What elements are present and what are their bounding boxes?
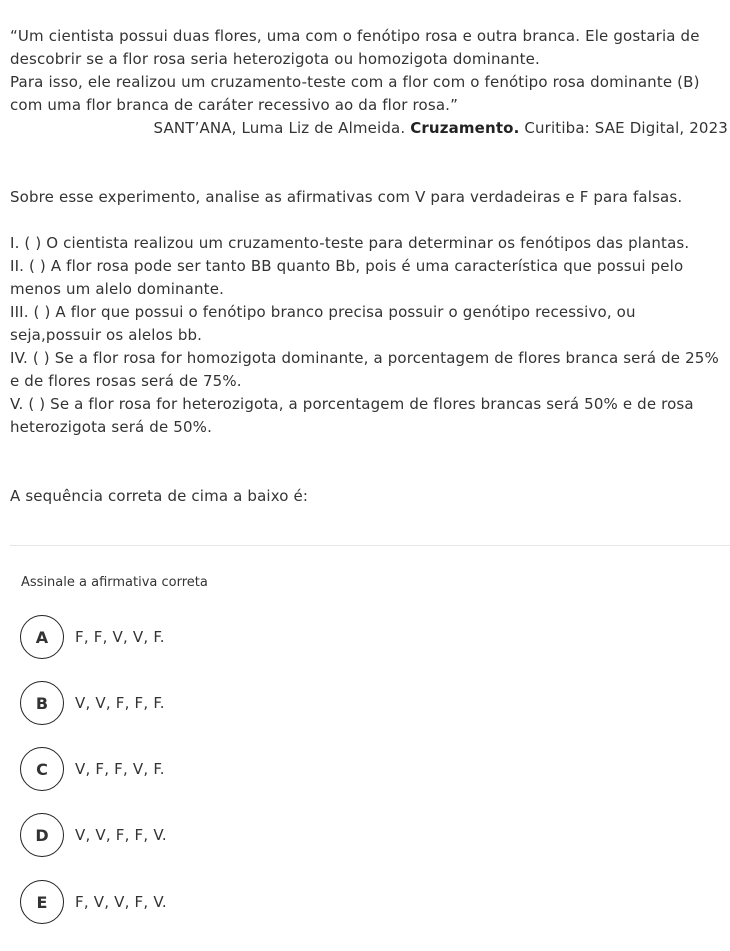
option-d-text[interactable]: V, V, F, F, V. bbox=[75, 826, 167, 844]
question-text bbox=[10, 25, 728, 508]
option-c[interactable] bbox=[20, 747, 165, 791]
option-d[interactable] bbox=[20, 813, 167, 857]
statement-5: V. ( ) Se a flor rosa for heterozigota, a porcentagem de flores brancas será 50% e de rosa heterozigota será de 50%. bbox=[10, 395, 694, 436]
question-paragraph-2: Para isso, ele realizou um cruzamento-teste com a flor com o fenótipo rosa dominante (B) com uma flor branca de caráter recessivo ao da flor rosa.” bbox=[10, 73, 700, 114]
citation-publisher: Curitiba: SAE Digital, 2023 bbox=[519, 119, 728, 137]
option-a-text[interactable]: F, F, V, V, F. bbox=[75, 628, 165, 646]
option-e-letter[interactable]: E bbox=[20, 880, 64, 924]
citation bbox=[10, 117, 728, 140]
statement-4: IV. ( ) Se a flor rosa for homozigota dominante, a porcentagem de flores branca será de 25% e de flores rosas será de 75%. bbox=[10, 349, 719, 390]
option-a[interactable] bbox=[20, 615, 165, 659]
option-c-letter[interactable]: C bbox=[20, 747, 64, 791]
option-b[interactable] bbox=[20, 681, 165, 725]
statement-2: II. ( ) A flor rosa pode ser tanto BB quanto Bb, pois é uma característica que possui pelo menos um alelo dominante. bbox=[10, 257, 684, 298]
option-b-text[interactable]: V, V, F, F, F. bbox=[75, 694, 165, 712]
question-prompt: Sobre esse experimento, analise as afirmativas com V para verdadeiras e F para falsas. bbox=[10, 188, 683, 206]
statement-1: I. ( ) O cientista realizou um cruzamento-teste para determinar os fenótipos das plantas. bbox=[10, 234, 690, 252]
option-c-text[interactable]: V, F, F, V, F. bbox=[75, 760, 165, 778]
option-e[interactable] bbox=[20, 880, 167, 924]
option-e-text[interactable]: F, V, V, F, V. bbox=[75, 893, 167, 911]
statement-3: III. ( ) A flor que possui o fenótipo branco precisa possuir o genótipo recessivo, ou seja,possuir os alelos bb. bbox=[10, 303, 636, 344]
question-paragraph-1: “Um cientista possui duas flores, uma com o fenótipo rosa e outra branca. Ele gostaria de descobrir se a flor rosa seria heterozigota ou homozigota dominante. bbox=[10, 27, 700, 68]
citation-title: Cruzamento. bbox=[410, 119, 520, 137]
sequence-prompt: A sequência correta de cima a baixo é: bbox=[10, 487, 309, 505]
answer-instruction: Assinale a afirmativa correta bbox=[21, 575, 208, 590]
option-a-letter[interactable]: A bbox=[20, 615, 64, 659]
option-d-letter[interactable]: D bbox=[20, 813, 64, 857]
divider bbox=[10, 545, 730, 546]
citation-author: SANT’ANA, Luma Liz de Almeida. bbox=[153, 119, 411, 137]
option-b-letter[interactable]: B bbox=[20, 681, 64, 725]
